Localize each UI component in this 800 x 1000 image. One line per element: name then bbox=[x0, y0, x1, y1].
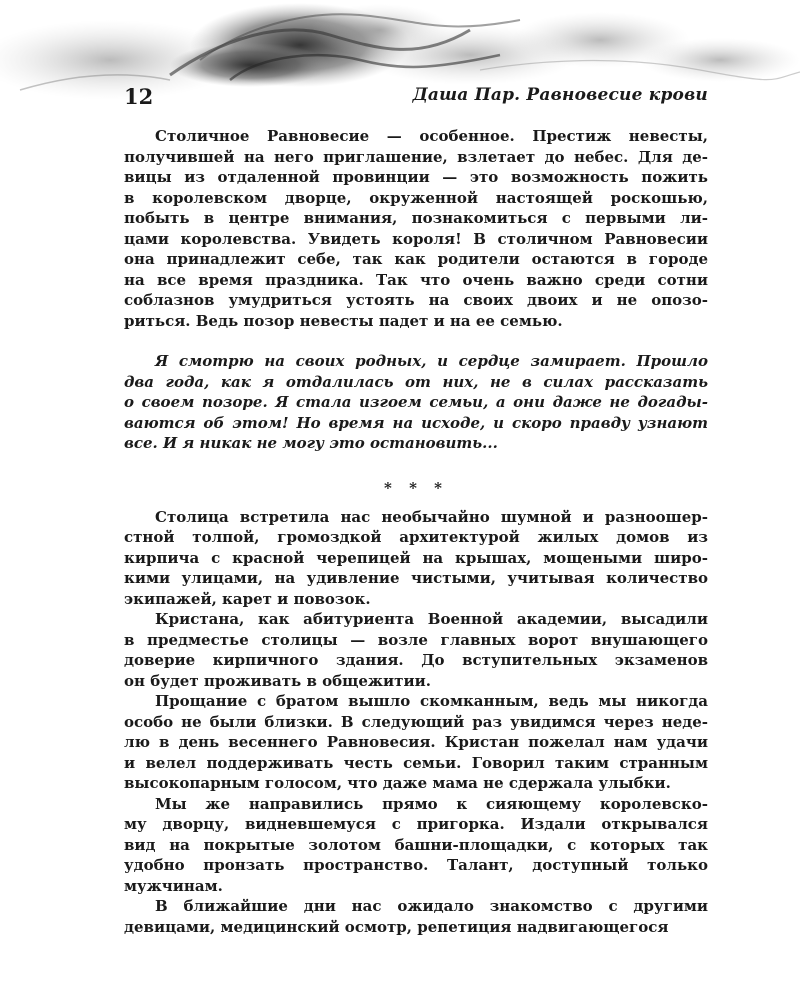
text-line: особо не были близки. В следующий раз увидимся через неде- bbox=[124, 712, 708, 731]
book-title: Даша Пар. Равновесие крови bbox=[412, 85, 708, 105]
text-line: риться. Ведь позор невесты падет и на ее семью. bbox=[124, 311, 563, 330]
text-line: стной толпой, громоздкой архитектурой жилых домов из bbox=[124, 528, 708, 546]
text-line: му дворцу, видневшемуся с пригорка. Издали открывался bbox=[124, 815, 708, 833]
text-line: лю в день весеннего Равновесия. Кристан пожелал нам удачи bbox=[124, 733, 708, 751]
text-line: вицы из отдаленной провинции — это возможность пожить bbox=[124, 168, 708, 186]
text-line: Столица встретила нас необычайно шумной и разноошер- bbox=[155, 507, 708, 526]
italic-text-line: о своем позоре. Я стала изгоем семьи, а они даже не догады- bbox=[124, 393, 708, 411]
running-head bbox=[124, 84, 708, 114]
text-line: кими улицами, на удивление чистыми, учитывая количество bbox=[124, 569, 708, 587]
text-line: она принадлежит себе, так как родители остаются в городе bbox=[124, 250, 708, 268]
text-line: мужчинам. bbox=[124, 876, 223, 895]
italic-text-line: ваются об этом! Но время на исходе, и скоро правду узнают bbox=[124, 413, 708, 432]
text-line: удобно пронзать пространство. Талант, доступный только bbox=[124, 856, 708, 874]
text-line: соблазнов умудриться устоять на своих двоих и не опозо- bbox=[124, 291, 708, 309]
page-body bbox=[124, 126, 708, 937]
text-line: кирпича с красной черепицей на крышах, мощеными широ- bbox=[124, 548, 708, 567]
page-number: 12 bbox=[124, 84, 154, 109]
text-line: в предместье столицы — возле главных ворот внушающего bbox=[124, 630, 708, 649]
text-line: побыть в центре внимания, познакомиться с первыми ли- bbox=[124, 209, 708, 227]
text-line: Прощание с братом вышло скомканным, ведь мы никогда bbox=[155, 692, 708, 710]
text-line: В ближайшие дни нас ожидало знакомство с другими bbox=[155, 897, 708, 915]
text-line: он будет проживать в общежитии. bbox=[124, 671, 431, 690]
text-line: и велел поддерживать честь семьи. Говорил таким странным bbox=[124, 753, 708, 772]
section-separator: * * * bbox=[384, 478, 448, 497]
text-line: Столичное Равновесие — особенное. Престиж невесты, bbox=[155, 127, 708, 145]
text-line: доверие кирпичного здания. До вступительных экзаменов bbox=[124, 651, 708, 669]
text-line: вид на покрытые золотом башни-площадки, с которых так bbox=[124, 835, 708, 854]
spacer bbox=[124, 454, 708, 474]
text-line: Кристана, как абитуриента Военной академии, высадили bbox=[155, 610, 708, 628]
text-line: высокопарным голосом, что даже мама не сдержала улыбки. bbox=[124, 774, 671, 792]
text-line: цами королевства. Увидеть короля! В столичном Равновесии bbox=[124, 229, 708, 248]
spacer bbox=[124, 331, 708, 351]
text-line: Мы же направились прямо к сияющему королевско- bbox=[155, 794, 708, 813]
text-line: в королевском дворце, окруженной настоящей роскошью, bbox=[124, 188, 708, 207]
text-line: на все время праздника. Так что очень важно среди сотни bbox=[124, 270, 708, 289]
text-line: получившей на него приглашение, взлетает до небес. Для де- bbox=[124, 147, 708, 166]
spacer bbox=[124, 499, 708, 507]
italic-text-line: два года, как я отдалилась от них, не в силах рассказать bbox=[124, 372, 708, 391]
italic-text-line: все. И я никак не могу это остановить... bbox=[124, 434, 498, 452]
italic-text-line: Я смотрю на своих родных, и сердце замирает. Прошло bbox=[155, 352, 708, 370]
text-line: экипажей, карет и повозок. bbox=[124, 589, 371, 608]
text-line: девицами, медицинский осмотр, репетиция надвигающегося bbox=[124, 917, 669, 936]
